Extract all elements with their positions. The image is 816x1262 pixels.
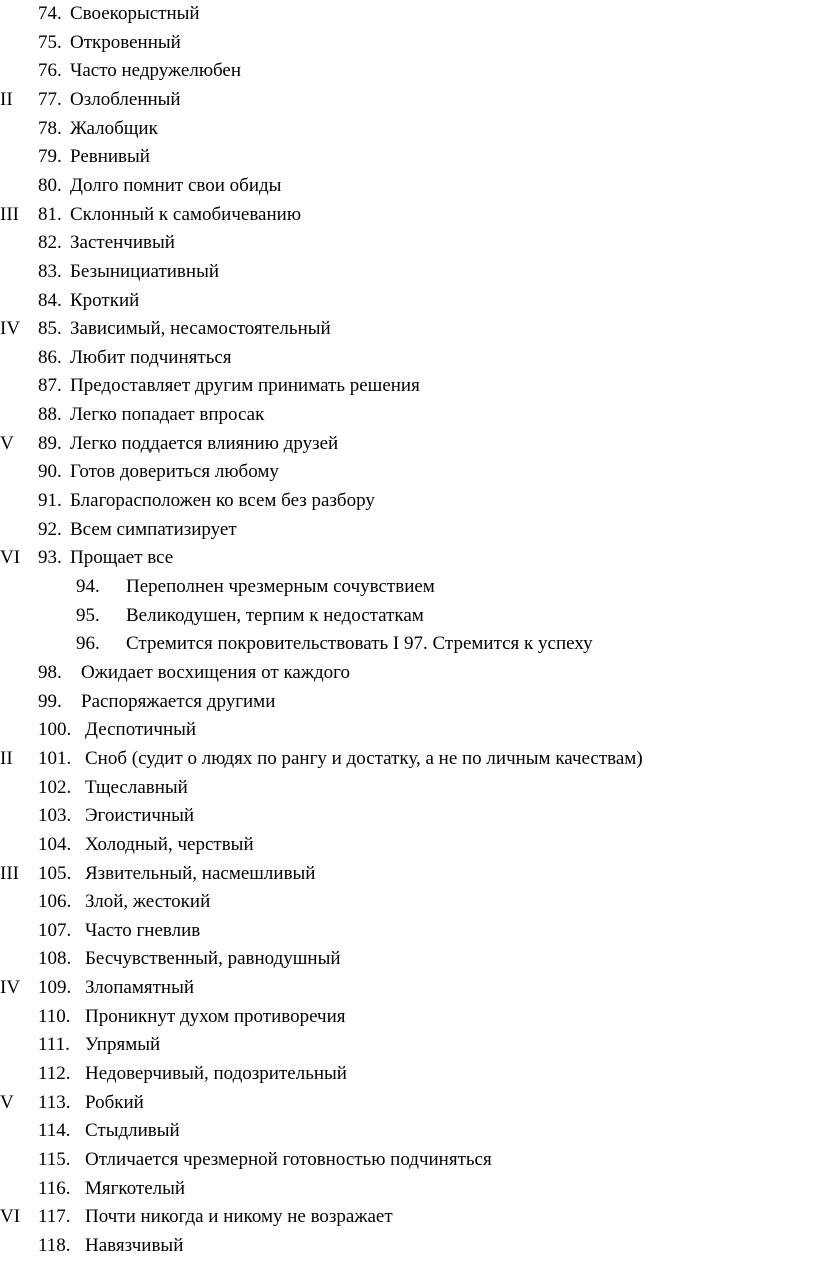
item-text: Почти никогда и никому не возражает [85, 1206, 393, 1228]
item-number: 99. [38, 690, 62, 712]
item-text: Прощает все [70, 547, 174, 569]
item-number: 116. [38, 1177, 71, 1199]
item-number: 110. [38, 1005, 71, 1027]
item-number: 89. [38, 432, 62, 454]
item-number: 106. [38, 891, 72, 913]
item-text: Застенчивый [70, 232, 175, 254]
item-number: 105. [38, 862, 72, 884]
item-text: Мягкотелый [85, 1177, 186, 1199]
item-number: 76. [38, 60, 62, 82]
item-text: Часто недружелюбен [70, 60, 242, 82]
item-text: Отличается чрезмерной готовностью подчиняться [85, 1149, 492, 1170]
item-text: Безынициативный [70, 260, 220, 282]
item-number: 107. [38, 919, 72, 941]
item-number: 102. [38, 776, 72, 798]
item-number: 109. [38, 977, 72, 999]
item-text: Деспотичный [85, 719, 197, 741]
item-number: 108. [38, 948, 72, 970]
item-text: Озлобленный [70, 88, 181, 110]
group-marker: IV [0, 318, 21, 340]
group-marker: VI [0, 547, 21, 569]
item-number: 112. [38, 1063, 71, 1085]
item-number: 80. [38, 174, 62, 196]
item-number: 82. [38, 232, 62, 254]
item-text: Зависимый, несамостоятельный [70, 318, 331, 340]
item-text: Всем симпатизирует [70, 518, 237, 540]
item-text: Жалобщик [70, 117, 158, 139]
group-marker: IV [0, 977, 21, 999]
item-text: Робкий [85, 1091, 144, 1113]
item-number: 104. [38, 833, 72, 855]
item-text: Откровенный [70, 31, 181, 53]
item-number: 103. [38, 805, 72, 827]
item-text: Язвительный, насмешливый [85, 862, 316, 884]
item-number: 98. [38, 661, 62, 683]
item-number: 88. [38, 404, 62, 426]
item-text: Кроткий [70, 289, 140, 311]
item-number: 77. [38, 88, 62, 110]
item-number: 118. [38, 1234, 71, 1256]
item-text: Тщеславный [85, 776, 188, 798]
item-text: Предоставляет другим принимать решения [70, 375, 420, 397]
item-text: Благорасположен ко всем без разбору [70, 490, 375, 512]
item-text: Любит подчиняться [70, 346, 232, 368]
item-number: 84. [38, 289, 62, 311]
group-marker: VI [0, 1206, 21, 1228]
group-marker: V [0, 432, 14, 454]
item-number: 101. [38, 747, 72, 769]
item-text: Проникнут духом противоречия [85, 1005, 346, 1027]
item-text: Долго помнит свои обиды [70, 174, 282, 196]
item-text: Бесчувственный, равнодушный [85, 948, 341, 970]
item-number: 93. [38, 547, 62, 569]
item-text: Холодный, черствый [85, 833, 254, 855]
item-text: Распоряжается другими [81, 690, 276, 712]
group-marker: III [0, 862, 19, 884]
item-number: 91. [38, 490, 62, 512]
item-text: Навязчивый [85, 1234, 184, 1256]
item-number: 94. [76, 576, 100, 597]
item-number: 115. [38, 1149, 71, 1170]
item-text: Ревнивый [70, 146, 150, 168]
item-text: Склонный к самобичеванию [70, 203, 302, 225]
group-marker: V [0, 1091, 14, 1113]
item-text: Готов довериться любому [70, 461, 279, 483]
item-number: 87. [38, 375, 62, 397]
item-number: 114. [38, 1120, 71, 1142]
item-number: 75. [38, 31, 62, 53]
item-number: 83. [38, 260, 62, 282]
item-number: 86. [38, 346, 62, 368]
item-text: Переполнен чрезмерным сочувствием [126, 576, 435, 597]
item-text: Эгоистичный [85, 805, 195, 827]
item-text: Стыдливый [85, 1120, 180, 1142]
item-number: 113. [38, 1091, 71, 1113]
item-number: 117. [38, 1206, 71, 1228]
item-number: 81. [38, 203, 62, 225]
group-marker: II [0, 88, 13, 110]
item-number: 85. [38, 318, 62, 340]
item-text: Своекорыстный [70, 3, 200, 24]
item-text: Легко поддается влиянию друзей [70, 432, 339, 454]
item-number: 79. [38, 146, 62, 168]
item-text: Легко попадает впросак [70, 404, 265, 426]
item-text: Сноб (судит о людях по рангу и достатку, а не по личным качествам) [85, 747, 643, 769]
group-marker: II [0, 747, 13, 769]
item-number: 92. [38, 518, 62, 540]
item-number: 90. [38, 461, 62, 483]
item-number: 96. [76, 633, 100, 655]
item-number: 78. [38, 117, 62, 139]
item-text: Упрямый [85, 1034, 161, 1056]
group-marker: III [0, 203, 19, 225]
item-text: Злой, жестокий [85, 891, 211, 913]
item-text: Ожидает восхищения от каждого [81, 661, 350, 683]
item-number: 95. [76, 604, 100, 626]
item-number: 74. [38, 3, 62, 24]
item-number: 100. [38, 719, 72, 741]
item-text: Великодушен, терпим к недостаткам [126, 604, 424, 626]
item-text: Недоверчивый, подозрительный [85, 1063, 347, 1085]
item-text: Злопамятный [85, 977, 195, 999]
item-text: Часто гневлив [85, 919, 201, 941]
item-number: 111. [38, 1034, 70, 1056]
item-text: Стремится покровительствовать I 97. Стремится к успеху [126, 633, 593, 655]
